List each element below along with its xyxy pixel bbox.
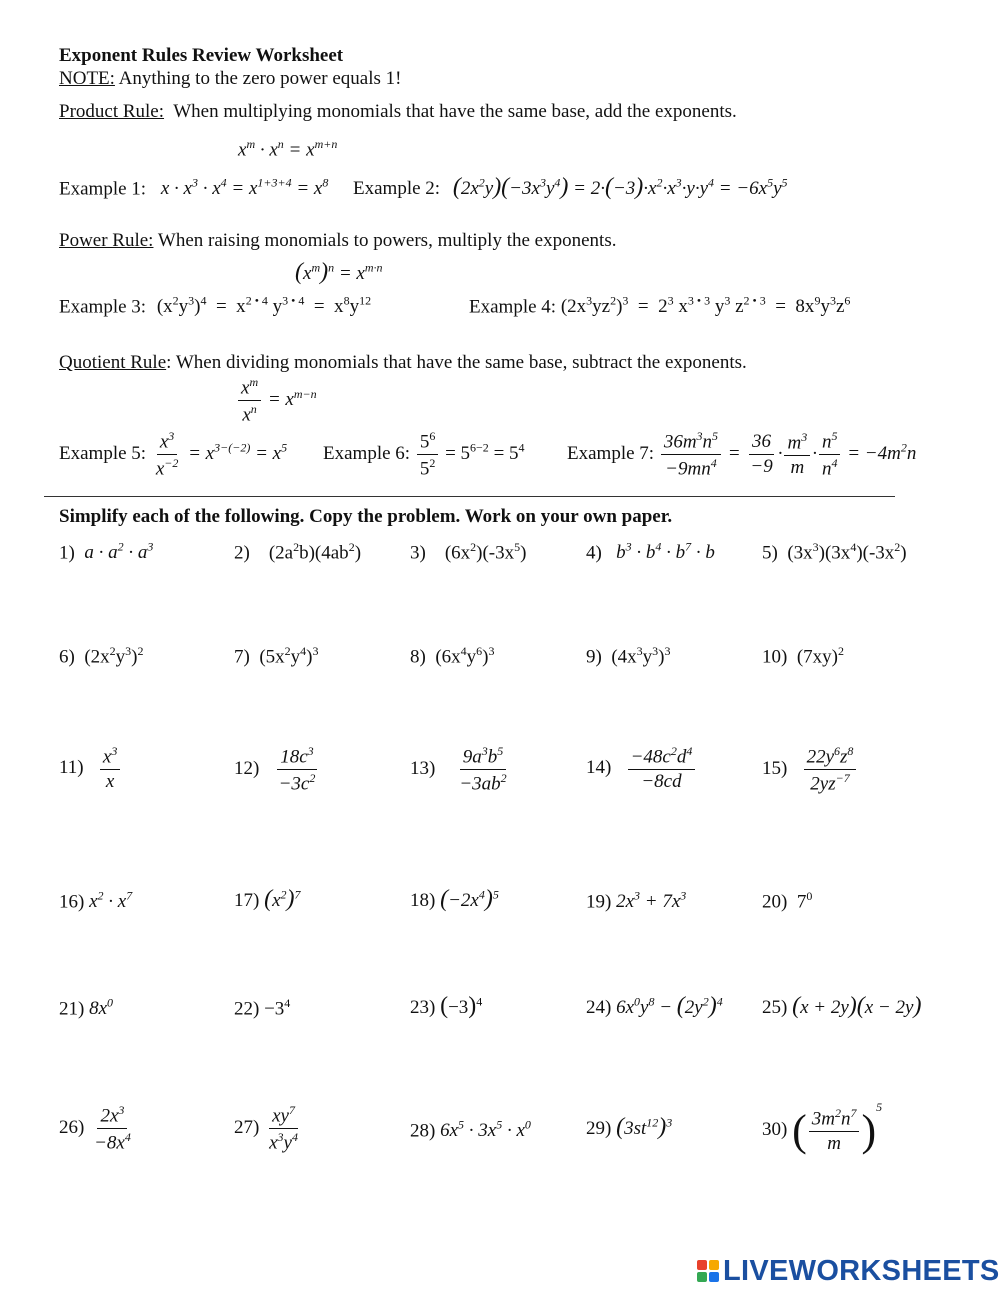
example-4: Example 4: $(2x^3yz^2)^3 = 2^3$ $x^{3 • 3}$ $y^3$ $z^{2 • 3} = 8x^9y^3z^6$ — [469, 294, 851, 318]
problem-9: 9) $(4x^3y^3)^3$ — [586, 644, 671, 668]
product-rule-formula: $x^m \cdot x^n = x^{m+n}$ — [238, 137, 338, 161]
example-2: Example 2: $(2x^2y)(-3x^3y^4) = 2\cdot(-3)\cdot x^2\cdot x^3\cdot y\cdot y^4 = -6x^5y^5$ — [353, 174, 788, 200]
instructions: Simplify each of the following. Copy the problem. Work on your own paper. — [59, 506, 673, 527]
logo-text: LIVEWORKSHEETS — [723, 1254, 1000, 1287]
problem-28: 28) $6x^5 \cdot 3x^5 \cdot x^0$ — [410, 1118, 531, 1142]
problem-8: 8) $(6x^4y^6)^3$ — [410, 644, 495, 668]
product-rule-heading — [59, 101, 737, 123]
problem-12: 12) $\frac{18c^3}{-3c^2}$ — [234, 744, 316, 795]
power-rule-label: Power Rule: — [59, 230, 154, 251]
power-rule-formula: $(x^m)^n = x^{m\cdot n}$ — [295, 259, 383, 285]
problem-11: 11) $\frac{x^3}{x}$ — [59, 745, 122, 792]
example-1-label: Example 1: — [59, 178, 147, 200]
problem-25: 25) (x + 2y)(x − 2y) — [762, 993, 922, 1019]
problem-30: 30) ( $\frac{3m^2n^7}{m}$ )$^5$ — [762, 1100, 883, 1156]
example-6: Example 6: $\frac{5^6}{5^2}$ = $5^{6-2} = 5^4$ — [323, 429, 525, 480]
example-5-label: Example 5: — [59, 443, 147, 465]
logo-mark-icon — [697, 1260, 719, 1282]
problem-20: 20) $7^0$ — [762, 889, 813, 913]
problem-13: 13) $\frac{9a^3b^5}{-3ab^2}$ — [410, 744, 507, 795]
example-7-label: Example 7: — [567, 443, 655, 465]
problem-3: 3) $(6x^2)(-3x^5)$ — [410, 540, 527, 564]
problem-16: 16) $x^2 \cdot x^7$ — [59, 889, 133, 913]
problem-14: 14) $\frac{-48c^2d^4}{-8cd}$ — [586, 745, 697, 792]
quotient-rule-formula: $\frac{x^m}{x^n}$ = $x^{m-n}$ — [236, 376, 317, 426]
problem-21: 21) $8x^0$ — [59, 996, 114, 1020]
problem-7: 7) $(5x^2y^4)^3$ — [234, 644, 319, 668]
note-label: NOTE: — [59, 68, 115, 89]
problem-23: 23) $(-3)^4$ — [410, 993, 483, 1019]
problem-17: 17) $(x^2)^7$ — [234, 886, 301, 912]
problem-4: 4) $b^3 \cdot b^4 \cdot b^7 \cdot b$ — [586, 540, 715, 564]
problem-15: 15) $\frac{22y^6z^8}{2yz^{-7}}$ — [762, 745, 858, 795]
example-1: Example 1: $x \cdot x^3 \cdot x^4 = x^{1+3+4} = x^8$ — [59, 176, 329, 200]
example-7: Example 7: $\frac{36m^3n^5}{-9mn^4}$ = $\frac{36}{-9}$ · $\frac{m^3}{m}$ · $\frac{n^5}{n^4}$ = $-4m^2n$ — [567, 429, 917, 480]
example-6-label: Example 6: — [323, 443, 411, 465]
problem-26: 26) $\frac{2x^3}{-8x^4}$ — [59, 1103, 131, 1154]
problem-10: 10) $(7xy)^2$ — [762, 644, 844, 668]
product-rule-label: Product Rule: — [59, 101, 165, 122]
note-line — [59, 68, 401, 90]
problem-18: 18) $(-2x^4)^5$ — [410, 886, 499, 912]
quotient-rule-heading — [59, 352, 747, 374]
example-4-label: Example 4: — [469, 296, 557, 318]
example-5: Example 5: $\frac{x^3}{x^{-2}}$ = $x^{3-(-2)} = x^5$ — [59, 429, 288, 480]
quotient-rule-text: : When dividing monomials that have the same base, subtract the exponents. — [166, 352, 747, 373]
problem-29: 29) $(3st^{12})^3$ — [586, 1114, 673, 1140]
page-title: Exponent Rules Review Worksheet — [59, 45, 344, 66]
problem-19: 19) $2x^3 + 7x^3$ — [586, 889, 687, 913]
note-text: Anything to the zero power equals 1! — [118, 68, 402, 89]
example-3-label: Example 3: — [59, 296, 147, 318]
problem-24: 24) $6x^0y^8 - (2y^2)^4$ — [586, 993, 723, 1019]
problem-22: $22) -3^4$ — [234, 996, 291, 1020]
product-rule-text: When multiplying monomials that have the same base, add the exponents. — [173, 101, 737, 122]
problem-6: 6) $(2x^2y^3)^2$ — [59, 644, 144, 668]
problem-27: 27) $\frac{xy^7}{x^3y^4}$ — [234, 1103, 298, 1154]
example-2-label: Example 2: — [353, 178, 441, 199]
problem-1: 1) $a \cdot a^2 \cdot a^3$ — [59, 540, 154, 564]
problem-5: 5) $(3x^3)(3x^4)(-3x^2)$ — [762, 540, 907, 564]
example-3: Example 3: $(x^2y^3)^4 = x^{2 • 4}$ $y^{3 • 4} = x^8y^{12}$ — [59, 294, 372, 318]
power-rule-heading — [59, 230, 616, 252]
liveworksheets-logo — [697, 1256, 1000, 1286]
quotient-rule-label: Quotient Rule — [59, 352, 167, 373]
problem-2: 2) $(2a^2b)(4ab^2)$ — [234, 540, 362, 564]
section-divider — [44, 496, 895, 497]
power-rule-text: When raising monomials to powers, multiply the exponents. — [157, 230, 617, 251]
